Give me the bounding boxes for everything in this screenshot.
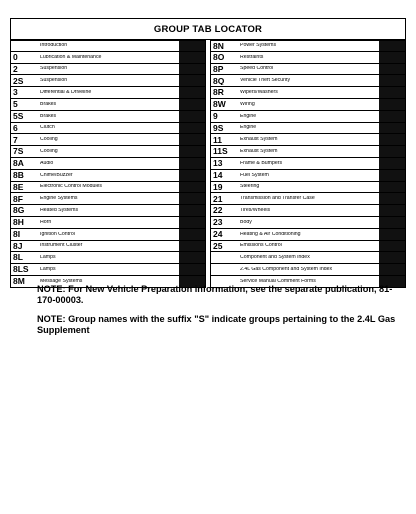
tab-row[interactable] <box>210 64 406 76</box>
group-name: Horn <box>40 219 52 225</box>
tab-row[interactable] <box>10 75 206 87</box>
group-code: 8I <box>13 229 21 239</box>
black-tab-marker <box>379 229 405 240</box>
tab-row[interactable] <box>10 229 206 241</box>
tab-row[interactable] <box>210 241 406 253</box>
black-tab-marker <box>379 64 405 75</box>
black-tab-marker <box>379 205 405 216</box>
group-code: 8W <box>213 100 226 109</box>
group-code: 8LS <box>13 265 29 274</box>
group-code: 11S <box>213 147 228 156</box>
group-code: 7S <box>13 147 24 156</box>
tab-row[interactable] <box>10 158 206 170</box>
group-tab-locator-title: GROUP TAB LOCATOR <box>10 18 406 40</box>
group-name: Introduction <box>40 43 68 49</box>
black-tab-marker <box>379 182 405 193</box>
group-name: Differential & Driveline <box>40 89 92 95</box>
group-code: 8R <box>213 88 224 97</box>
group-code: 25 <box>213 241 223 251</box>
tab-row[interactable] <box>10 64 206 76</box>
tab-row[interactable] <box>10 217 206 229</box>
black-tab-marker <box>179 134 205 145</box>
black-tab-marker <box>179 158 205 169</box>
tab-row[interactable] <box>210 111 406 123</box>
group-name: Wipers/Washers <box>240 89 278 95</box>
tab-row[interactable] <box>210 193 406 205</box>
group-name: Frame & Bumpers <box>240 160 283 166</box>
black-tab-marker <box>379 158 405 169</box>
black-tab-marker <box>179 264 205 275</box>
group-name: Exhaust System <box>240 137 278 143</box>
group-name: Emissions Control <box>240 243 282 249</box>
group-code: 22 <box>213 206 223 215</box>
tab-row[interactable] <box>10 134 206 146</box>
tab-row[interactable] <box>10 52 206 64</box>
tab-row[interactable] <box>210 182 406 194</box>
black-tab-marker <box>179 111 205 122</box>
black-tab-marker <box>179 64 205 75</box>
black-tab-marker <box>379 123 405 134</box>
group-name: Body <box>240 219 252 225</box>
tab-row[interactable] <box>210 52 406 64</box>
group-name: Lubrication & Maintenance <box>40 54 102 60</box>
group-name: Electronic Control Modules <box>40 184 102 190</box>
group-name: Message Systems <box>40 278 83 284</box>
black-tab-marker <box>379 193 405 204</box>
black-tab-marker <box>179 252 205 263</box>
tab-row[interactable] <box>10 87 206 99</box>
group-code: 8B <box>13 170 24 180</box>
tab-row[interactable] <box>210 99 406 111</box>
tab-row[interactable] <box>10 123 206 135</box>
black-tab-marker <box>179 193 205 204</box>
group-code: 8L <box>13 253 23 262</box>
black-tab-marker <box>379 264 405 275</box>
group-code: 24 <box>213 229 223 239</box>
black-tab-marker <box>379 111 405 122</box>
black-tab-marker <box>379 75 405 86</box>
group-name: Ignition Control <box>40 231 75 237</box>
group-code: 13 <box>213 159 223 168</box>
note-suffix-s: NOTE: Group names with the suffix "S" indicate groups pertaining to the 2.4L Gas Supplement <box>37 313 396 335</box>
group-name: Heating & Air Conditioning <box>240 231 301 237</box>
black-tab-marker <box>179 241 205 252</box>
group-name: Suspension <box>40 78 68 84</box>
group-name: Chime/Buzzer <box>40 172 73 178</box>
right-tab-column <box>210 40 406 288</box>
black-tab-marker <box>179 75 205 86</box>
tab-row[interactable] <box>10 99 206 111</box>
tab-row[interactable] <box>210 170 406 182</box>
group-code: 23 <box>213 218 223 227</box>
group-code: 2S <box>13 76 24 86</box>
black-tab-marker <box>379 41 405 51</box>
group-name: Wiring <box>240 101 255 107</box>
tab-row[interactable] <box>210 158 406 170</box>
black-tab-marker <box>179 182 205 193</box>
group-name: Lamps <box>40 266 56 272</box>
black-tab-marker <box>179 146 205 157</box>
group-name: Transmission and Transfer Case <box>240 196 315 202</box>
tab-row[interactable] <box>10 193 206 205</box>
tab-row[interactable] <box>210 123 406 135</box>
group-name: Component and System Index <box>240 255 310 261</box>
group-code: 8A <box>13 159 24 168</box>
group-name: Steering <box>240 184 260 190</box>
group-name: Power Systems <box>240 43 277 49</box>
black-tab-marker <box>379 52 405 63</box>
black-tab-marker <box>379 252 405 263</box>
tab-row[interactable] <box>210 205 406 217</box>
group-name: Audio <box>40 160 54 166</box>
tab-row[interactable] <box>10 241 206 253</box>
tab-row[interactable] <box>210 134 406 146</box>
group-code: 8G <box>13 206 25 215</box>
group-code: 5 <box>13 100 18 109</box>
tab-row[interactable] <box>10 146 206 158</box>
black-tab-marker <box>179 217 205 228</box>
group-name: Tires/Wheels <box>240 207 271 213</box>
tab-row[interactable] <box>210 264 406 276</box>
group-name: Lamps <box>40 255 56 261</box>
tab-row[interactable] <box>10 252 206 264</box>
group-name: Engine <box>240 113 257 119</box>
note-vehicle-preparation: NOTE: For New Vehicle Preparation information, see the separate publication, 81-170-00003. <box>37 284 393 305</box>
group-code: 21 <box>213 194 223 203</box>
group-code: 8Q <box>213 76 225 86</box>
black-tab-marker <box>379 134 405 145</box>
tab-row[interactable] <box>210 252 406 264</box>
group-code: 11 <box>213 135 222 145</box>
group-code: 0 <box>13 52 18 62</box>
tab-row[interactable] <box>10 264 206 276</box>
black-tab-marker <box>379 170 405 181</box>
group-code: 6 <box>13 123 18 133</box>
tab-row[interactable] <box>10 205 206 217</box>
tab-row[interactable] <box>210 146 406 158</box>
group-code: 8N <box>213 41 224 51</box>
tab-row[interactable] <box>210 87 406 99</box>
group-code: 8E <box>13 182 24 192</box>
group-code: 19 <box>213 182 223 192</box>
group-name: Clutch <box>40 125 55 131</box>
tab-row[interactable] <box>210 75 406 87</box>
group-code: 9S <box>213 123 224 133</box>
group-name: Heated Systems <box>40 207 79 213</box>
tab-row[interactable] <box>10 182 206 194</box>
group-name: Service Manual Comment Forms <box>240 278 316 284</box>
group-code: 8M <box>13 277 25 286</box>
tab-row[interactable] <box>10 170 206 182</box>
tab-row[interactable] <box>210 229 406 241</box>
group-name: Suspension <box>40 66 68 72</box>
group-code: 8H <box>13 218 24 227</box>
group-code: 3 <box>13 88 18 97</box>
group-code: 7 <box>13 135 18 145</box>
group-name: Vehicle Theft Security <box>240 78 291 84</box>
group-code: 5S <box>13 111 24 121</box>
group-code: 8P <box>213 64 224 74</box>
group-name: Cooling <box>40 148 58 154</box>
black-tab-marker <box>179 52 205 63</box>
group-code: 2 <box>13 64 18 74</box>
left-tab-column <box>10 40 206 288</box>
tab-row[interactable] <box>210 217 406 229</box>
black-tab-marker <box>379 146 405 157</box>
group-name: 2.4L Gas Component and System Index <box>240 266 333 272</box>
group-name: Restraints <box>240 54 264 60</box>
tab-row[interactable] <box>10 40 206 52</box>
black-tab-marker <box>179 170 205 181</box>
group-name: Engine <box>240 125 257 131</box>
group-name: Brakes <box>40 113 57 119</box>
black-tab-marker <box>379 87 405 98</box>
group-name: Speed Control <box>240 66 274 72</box>
group-code: 8F <box>13 194 23 203</box>
group-name: Engine Systems <box>40 196 78 202</box>
group-name: Brakes <box>40 101 57 107</box>
black-tab-marker <box>179 41 205 51</box>
group-code: 14 <box>213 170 223 180</box>
black-tab-marker <box>179 99 205 110</box>
group-name: Fuel System <box>240 172 269 178</box>
group-name: Cooling <box>40 137 58 143</box>
group-name: Instrument Cluster <box>40 243 83 249</box>
group-code: 8O <box>213 52 225 62</box>
tab-row[interactable] <box>210 40 406 52</box>
black-tab-marker <box>379 241 405 252</box>
notes-section <box>37 284 399 343</box>
black-tab-marker <box>179 87 205 98</box>
black-tab-marker <box>379 217 405 228</box>
tab-row[interactable] <box>10 111 206 123</box>
black-tab-marker <box>379 99 405 110</box>
black-tab-marker <box>179 205 205 216</box>
group-name: Exhaust System <box>240 148 278 154</box>
black-tab-marker <box>179 123 205 134</box>
group-code: 9 <box>213 111 218 121</box>
black-tab-marker <box>179 229 205 240</box>
group-code: 8J <box>13 241 23 251</box>
